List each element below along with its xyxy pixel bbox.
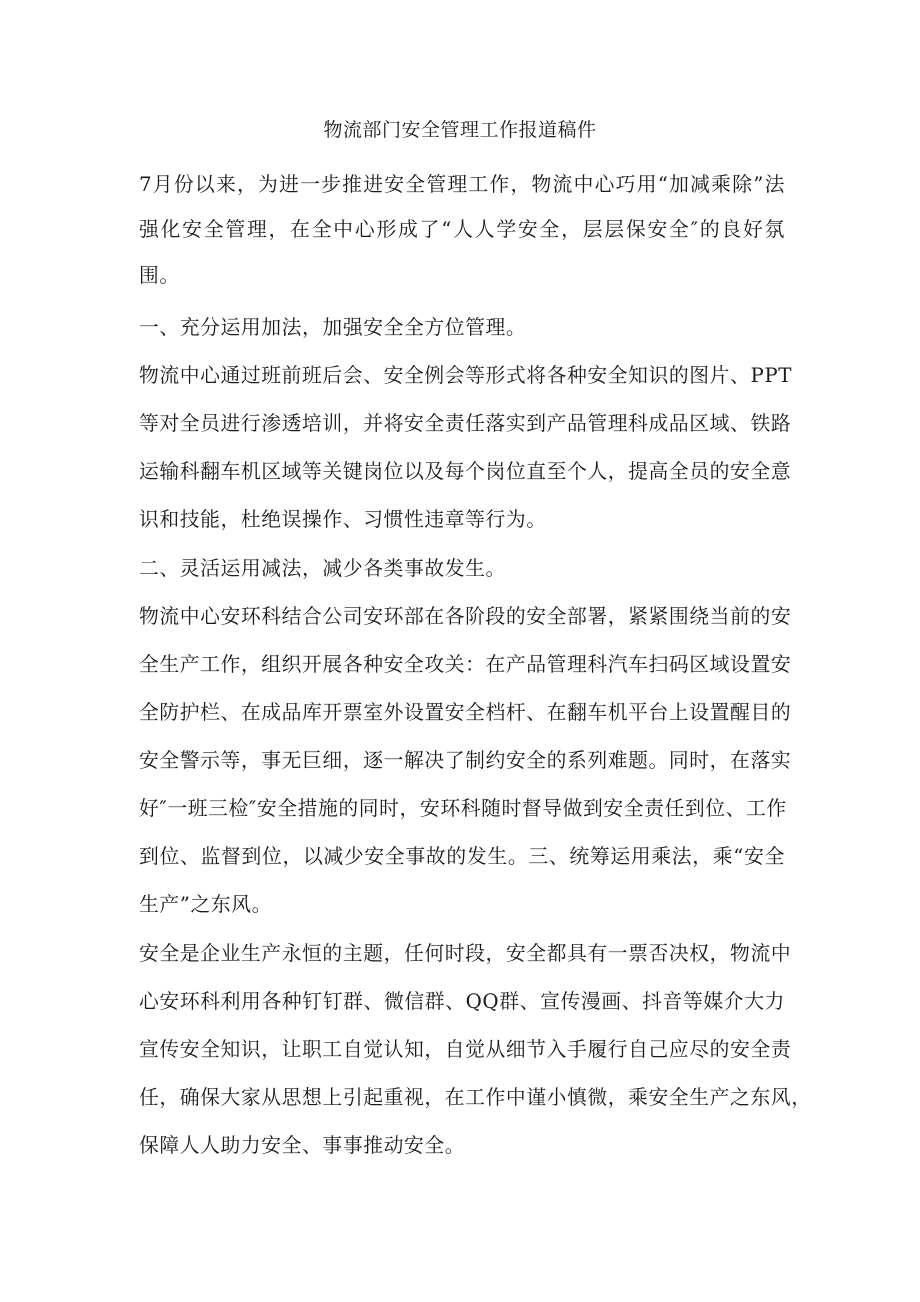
paragraph-line: 全防护栏、在成品库开票室外设置安全档杆、在翻车机平台上设置醒目的 xyxy=(139,701,792,724)
paragraph-line: 物流中心安环科结合公司安环部在各阶段的安全部署，紧紧围绕当前的安 xyxy=(139,605,792,628)
section-heading: 二、灵活运用减法，减少各类事故发生。 xyxy=(139,557,506,580)
paragraph-line: 到位、监督到位，以减少安全事故的发生。三、统筹运用乘法，乘“安全 xyxy=(139,845,785,868)
paragraph-line: 生产”之东风。 xyxy=(139,893,273,916)
paragraph-line: 运输科翻车机区域等关键岗位以及每个岗位直至个人，提高全员的安全意 xyxy=(139,460,792,483)
paragraph-line: 围。 xyxy=(139,264,180,287)
paragraph-line: 识和技能，杜绝误操作、习惯性违章等行为。 xyxy=(139,508,547,531)
paragraph-line: 强化安全管理，在全中心形成了“人人学安全，层层保安全″的良好氛 xyxy=(139,218,785,241)
paragraph-line: 安全是企业生产永恒的主题，任何时段，安全都具有一票否决权，物流中 xyxy=(139,942,792,965)
paragraph-line: 7月份以来，为进一步推进安全管理工作，物流中心巧用“加减乘除”法 xyxy=(139,173,785,196)
paragraph-line: 等对全员进行渗透培训，并将安全责任落实到产品管理科成品区域、铁路 xyxy=(139,412,792,435)
document-title: 物流部门安全管理工作报道稿件 xyxy=(323,119,597,141)
paragraph-line: 物流中心通过班前班后会、安全例会等形式将各种安全知识的图片、PPT xyxy=(139,364,793,387)
paragraph-line: 好″一班三检″安全措施的同时，安环科随时督导做到安全责任到位、工作 xyxy=(139,797,787,820)
paragraph-line: 全生产工作，组织开展各种安全攻关：在产品管理科汽车扫码区域设置安 xyxy=(139,653,792,676)
paragraph-line: 宣传安全知识，让职工自觉认知，自觉从细节入手履行自己应尽的安全责 xyxy=(139,1038,792,1061)
paragraph-line: 安全警示等，事无巨细，逐一解决了制约安全的系列难题。同时，在落实 xyxy=(139,749,792,772)
paragraph-line: 心安环科利用各种钉钉群、微信群、QQ群、宣传漫画、抖音等媒介大力 xyxy=(139,990,785,1013)
paragraph-line: 保障人人助力安全、事事推动安全。 xyxy=(139,1134,466,1157)
paragraph-line: 任，确保大家从思想上引起重视，在工作中谨小慎微，乘安全生产之东风， xyxy=(139,1086,812,1109)
section-heading: 一、充分运用加法，加强安全全方位管理。 xyxy=(139,316,527,339)
